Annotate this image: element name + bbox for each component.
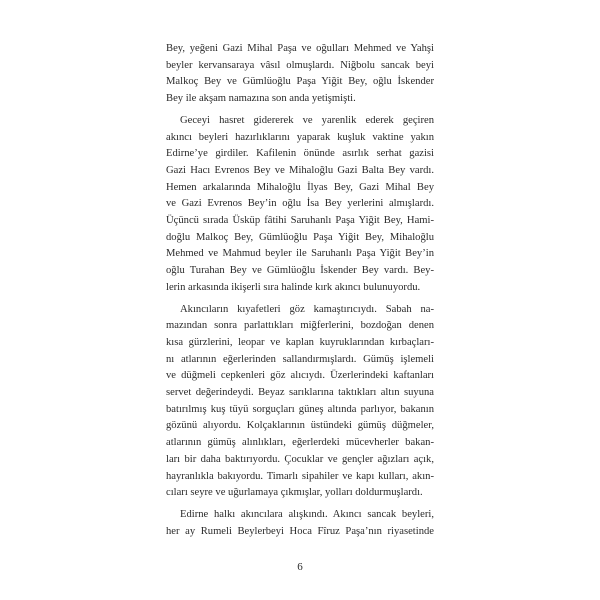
text-line: servet değerindeydi. Beyaz sarıklarına taktıkları altın suyuna xyxy=(166,387,434,399)
text-line: her ay Rumeli Beylerbeyi Hoca Fîruz Paşa’nın riyasetinde xyxy=(166,525,434,537)
text-line: Üçüncü sırada Üsküp fâtihi Saruhanlı Paşa Yiğit Bey, Hami- xyxy=(166,215,434,227)
text-line: Hemen arkalarında Mihaloğlu İlyas Bey, Gazi Mihal Bey xyxy=(166,181,434,193)
text-line: Geceyi hasret gidererek ve yarenlik ederek geçiren xyxy=(180,114,434,126)
text-line: Edirne halkı akıncılara alışkındı. Akıncı sancak beyleri, xyxy=(180,508,434,520)
text-line: kısa gürzlerini, leopar ve kaplan kuyruklarından kırbaçları- xyxy=(166,336,434,348)
text-line: Malkoç Bey ve Gümlüoğlu Paşa Yiğit Bey, oğlu İskender xyxy=(166,76,434,88)
paragraph xyxy=(166,41,434,108)
text-line: Bey ile akşam namazına son anda yetişmişti. xyxy=(166,93,356,105)
text-line: Gazi Hacı Evrenos Bey ve Mihaloğlu Gazi Balta Bey vardı. xyxy=(166,164,434,176)
text-line: batırılmış kuş tüyü sorguçları güneş altında parlıyor, bakanın xyxy=(166,403,434,415)
text-line: beyler kervansaraya vâsıl olmuşlardı. Niğbolu sancak beyi xyxy=(166,59,434,71)
paragraph xyxy=(166,507,434,540)
text-line: ve düğmeli cepkenleri göz alıcıydı. Üzerlerindeki kaftanları xyxy=(166,370,434,382)
text-line: Edirne’ye girdiler. Kafilenin önünde asırlık serhat gazisi xyxy=(166,148,434,160)
text-line: ve Gazi Evrenos Bey’in oğlu İsa Bey yerlerini almışlardı. xyxy=(166,198,434,210)
text-line: Akıncıların kıyafetleri göz kamaştırıcıydı. Sabah na- xyxy=(180,303,434,315)
page-body xyxy=(166,41,434,541)
text-line: hayranlıkla bakıyordu. Timarlı sipahiler ve kapı kulları, akın- xyxy=(166,470,434,482)
text-line: doğlu Malkoç Bey, Gümlüoğlu Paşa Yiğit Bey, Mihaloğlu xyxy=(166,231,434,243)
page-number: 6 xyxy=(297,561,303,573)
text-line: cıları seyre ve uğurlamaya çıkmışlar, yolları doldurmuşlardı. xyxy=(166,487,423,499)
text-line: Mehmed ve Mahmud beyler ile Saruhanlı Paşa Yiğit Bey’in xyxy=(166,248,434,260)
paragraph xyxy=(166,302,434,502)
paragraph xyxy=(166,113,434,297)
text-line: nı atlarının eğerlerinden sallandırmışlardı. Gümüş işlemeli xyxy=(166,353,434,365)
text-line: atlarının gümüş alınlıkları, eğerlerdeki mücevherler bakan- xyxy=(166,437,434,449)
text-line: ları bir daha baktırıyordu. Çocuklar ve gençler ağızları açık, xyxy=(166,453,434,465)
text-line: gözünü alıyordu. Kolçaklarının üstündeki gümüş düğmeler, xyxy=(166,420,434,432)
text-line: akıncı beyleri hazırlıklarını yaparak kuşluk vaktine yakın xyxy=(166,131,434,143)
text-line: oğlu Turahan Bey ve Gümlüoğlu İskender Bey vardı. Bey- xyxy=(166,265,434,277)
text-line: lerin arkasında ikişerli sıra halinde kırk akıncı bulunuyordu. xyxy=(166,281,421,293)
text-line: Bey, yeğeni Gazi Mihal Paşa ve oğulları Mehmed ve Yahşi xyxy=(166,43,434,54)
text-line: mazından sonra parlattıkları miğferlerini, bozdoğan denen xyxy=(166,320,434,332)
